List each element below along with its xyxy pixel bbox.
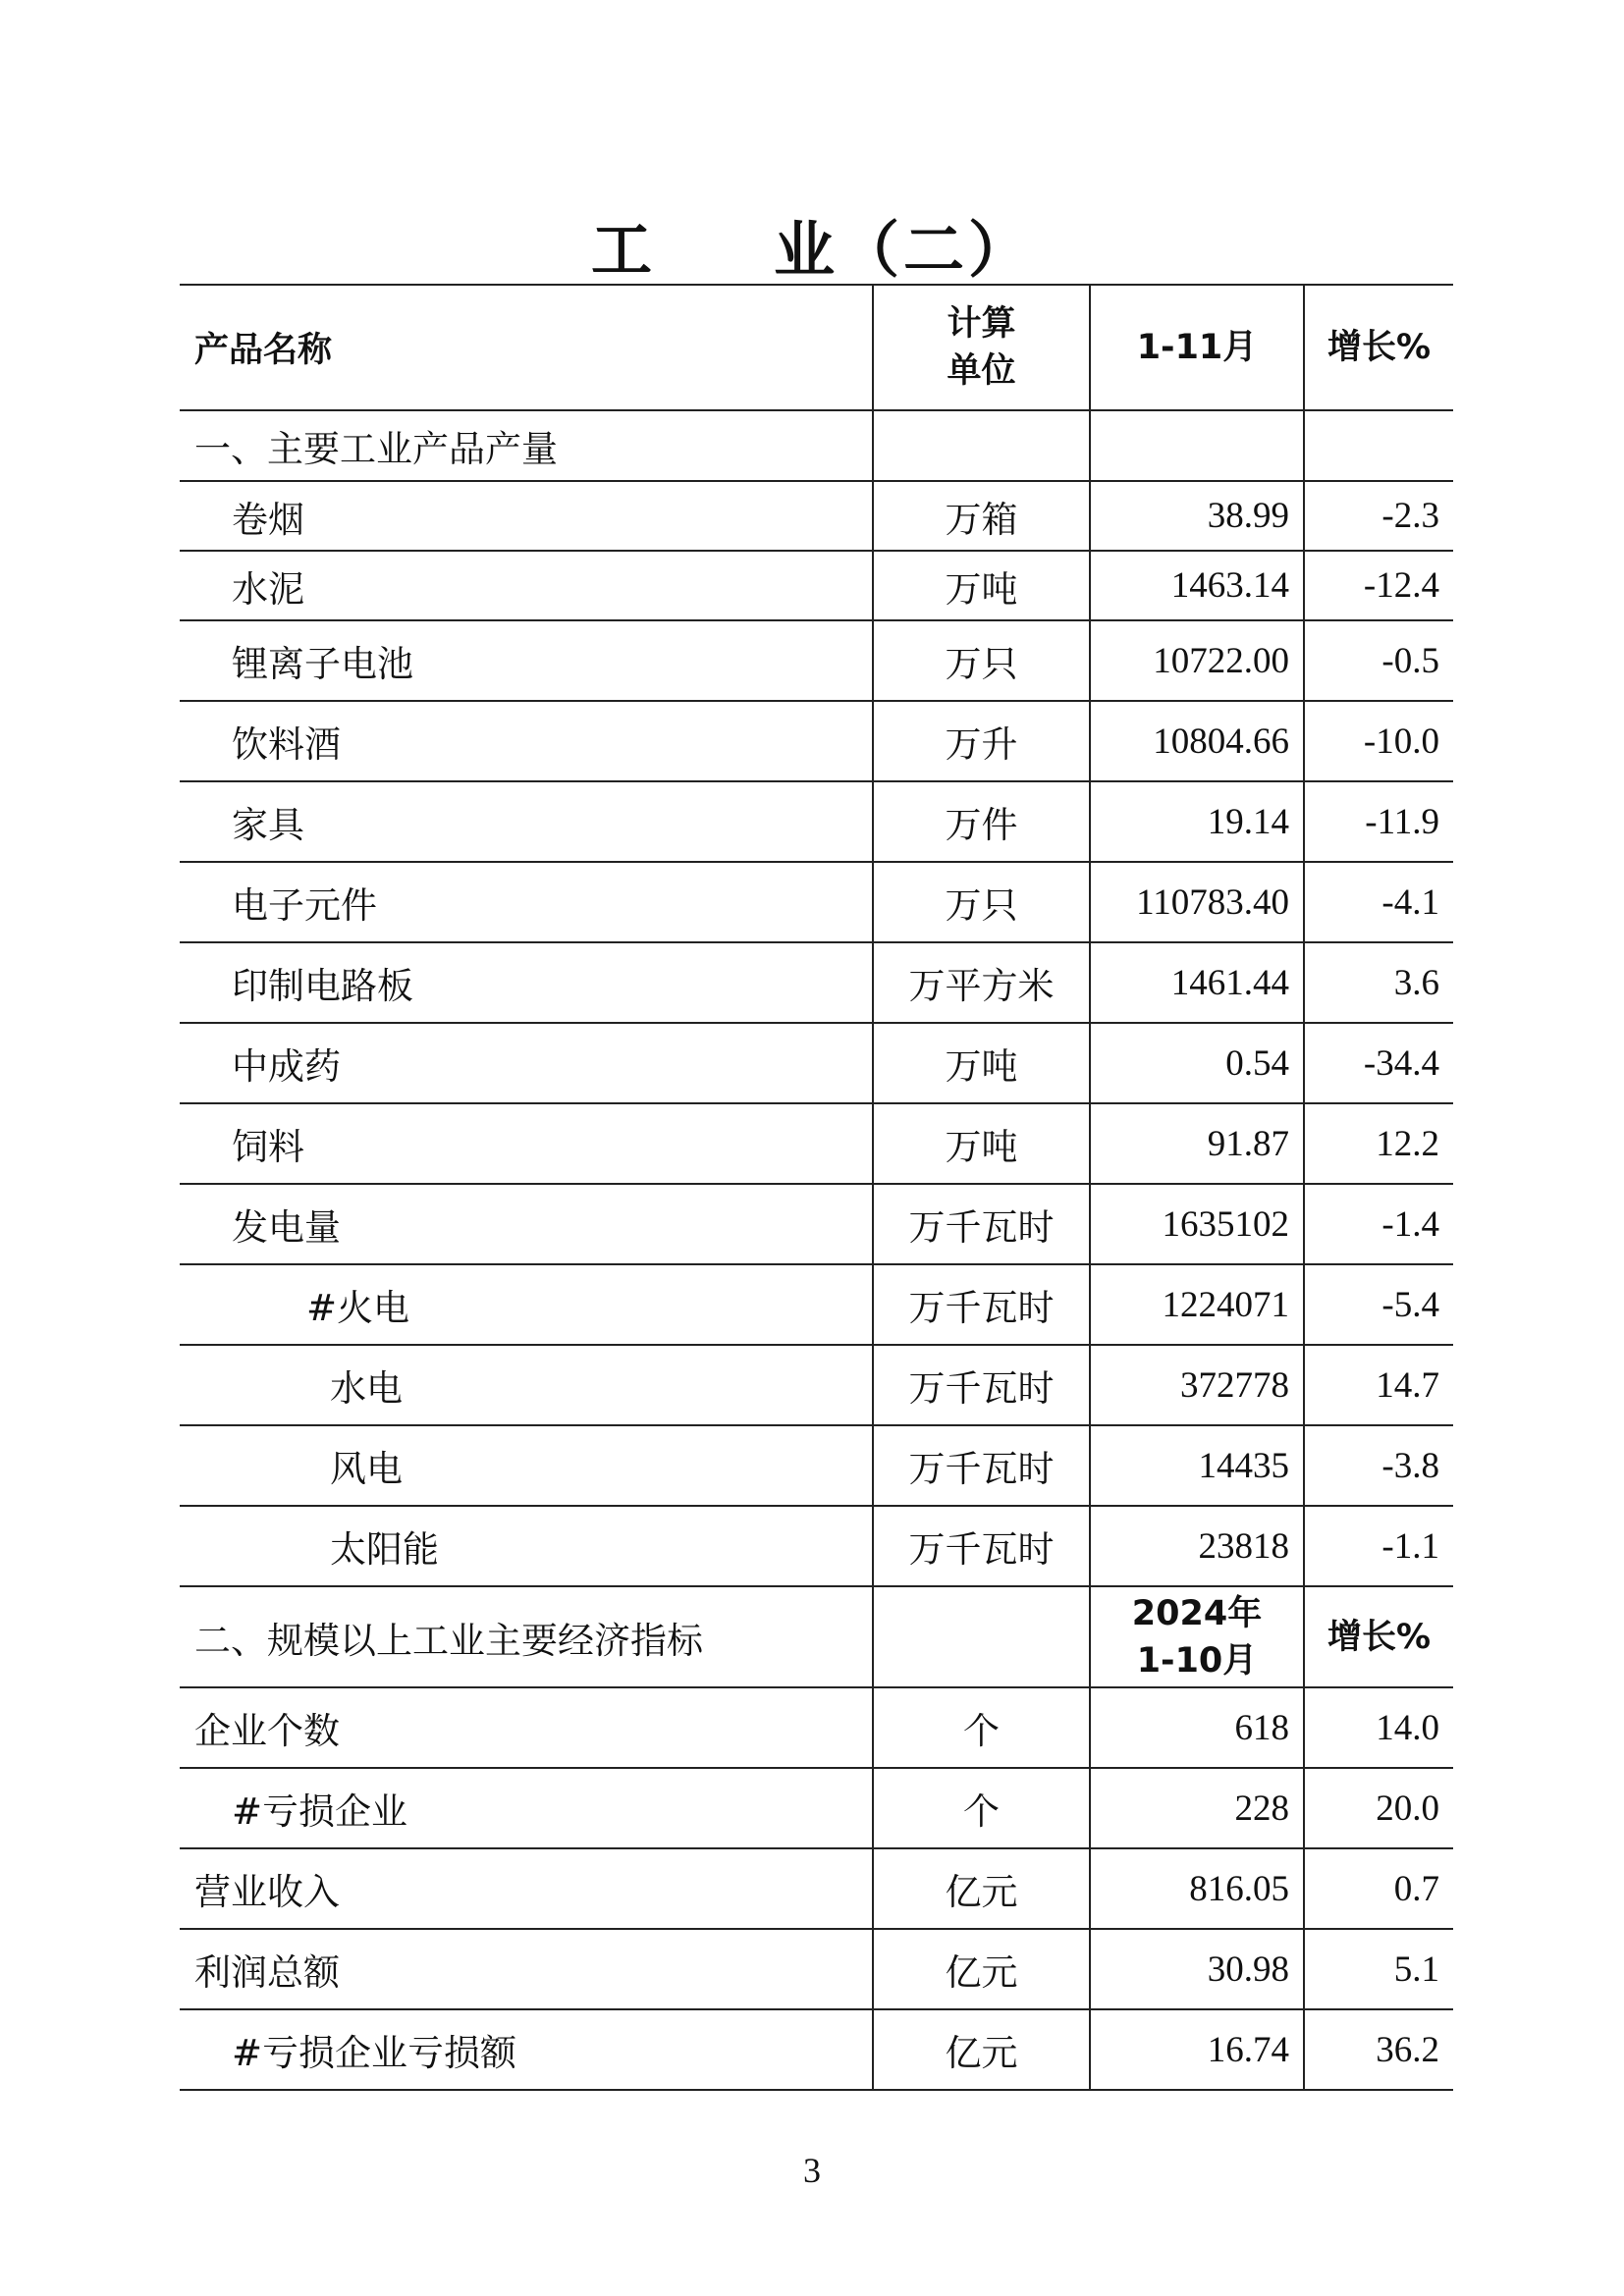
item-unit-cell (873, 1425, 1090, 1506)
empty-cell (1090, 410, 1304, 481)
item-growth: -3.8 (1381, 1445, 1439, 1486)
item-value-cell (1090, 1345, 1304, 1425)
item-name-cell (180, 1184, 873, 1264)
item-growth-cell (1304, 1103, 1453, 1184)
item-name: 水电 (330, 1367, 403, 1410)
item-growth-cell (1304, 701, 1453, 781)
item-growth: 20.0 (1376, 1788, 1439, 1829)
item-value-cell (1090, 481, 1304, 551)
item-growth: 14.0 (1376, 1707, 1439, 1748)
header-unit (873, 285, 1090, 410)
item-growth: -0.5 (1381, 640, 1439, 681)
item-growth-cell (1304, 1345, 1453, 1425)
item-name: 家具 (232, 804, 304, 846)
section2-row (180, 1586, 1453, 1687)
item-value-cell (1090, 701, 1304, 781)
table-row (180, 1848, 1453, 1929)
item-growth: -1.1 (1381, 1525, 1439, 1567)
item-growth: -5.4 (1381, 1284, 1439, 1325)
item-value: 372778 (1180, 1364, 1289, 1406)
item-growth-cell (1304, 1687, 1453, 1768)
item-value-cell (1090, 1425, 1304, 1506)
item-value-cell (1090, 2009, 1304, 2090)
section2-label: 二、规模以上工业主要经济指标 (180, 1586, 873, 1687)
item-growth-cell (1304, 1929, 1453, 2009)
item-name: 太阳能 (330, 1528, 439, 1571)
item-name: #火电 (306, 1287, 410, 1329)
header-period: 1-11月 (1090, 285, 1304, 410)
item-unit-cell (873, 701, 1090, 781)
item-name: 营业收入 (194, 1871, 340, 1913)
item-unit: 亿元 (945, 1871, 1018, 1913)
item-value-cell (1090, 1929, 1304, 2009)
item-unit-cell (873, 1264, 1090, 1345)
item-growth: -10.0 (1363, 721, 1439, 762)
item-unit: 万平方米 (908, 965, 1055, 1007)
item-growth-cell (1304, 1425, 1453, 1506)
item-value: 0.54 (1225, 1042, 1289, 1084)
item-unit: 个 (963, 1790, 1000, 1833)
item-value-cell (1090, 1184, 1304, 1264)
item-name-cell (180, 781, 873, 862)
item-growth: 14.7 (1376, 1364, 1439, 1406)
item-value: 1224071 (1162, 1284, 1289, 1325)
item-name: 饮料酒 (232, 723, 341, 766)
item-name: #亏损企业 (232, 1790, 408, 1833)
header-growth: 增长% (1304, 285, 1453, 410)
item-growth-cell (1304, 781, 1453, 862)
item-value: 816.05 (1189, 1868, 1289, 1909)
item-unit-cell (873, 1768, 1090, 1848)
table-row (180, 1506, 1453, 1586)
item-name-cell (180, 551, 873, 620)
item-name-cell (180, 1425, 873, 1506)
table-row (180, 1345, 1453, 1425)
item-growth-cell (1304, 620, 1453, 701)
section2-period-line1: 2024年 (1131, 1593, 1263, 1633)
item-unit-cell (873, 1687, 1090, 1768)
item-growth-cell (1304, 481, 1453, 551)
item-unit: 万吨 (945, 567, 1018, 611)
item-value: 16.74 (1207, 2029, 1289, 2070)
item-value: 38.99 (1207, 496, 1289, 536)
item-name-cell (180, 1023, 873, 1103)
item-unit-cell (873, 942, 1090, 1023)
section2-growth: 增长% (1304, 1586, 1453, 1687)
item-value-cell (1090, 1848, 1304, 1929)
item-value: 14435 (1198, 1445, 1289, 1486)
empty-cell (1304, 410, 1453, 481)
item-unit-cell (873, 1023, 1090, 1103)
section1-row (180, 410, 1453, 481)
item-unit-cell (873, 781, 1090, 862)
item-value-cell (1090, 1023, 1304, 1103)
item-name-cell (180, 1264, 873, 1345)
item-unit-cell (873, 481, 1090, 551)
item-value: 228 (1234, 1788, 1289, 1829)
item-growth-cell (1304, 2009, 1453, 2090)
item-name-cell (180, 862, 873, 942)
item-value-cell (1090, 620, 1304, 701)
item-unit-cell (873, 862, 1090, 942)
table-row (180, 1929, 1453, 2009)
item-growth-cell (1304, 942, 1453, 1023)
item-growth: -12.4 (1363, 565, 1439, 606)
item-name: 发电量 (232, 1206, 341, 1249)
item-growth: 36.2 (1376, 2029, 1439, 2070)
table-row (180, 1687, 1453, 1768)
item-unit: 个 (963, 1710, 1000, 1752)
item-name-cell (180, 1103, 873, 1184)
item-unit: 万千瓦时 (908, 1287, 1055, 1329)
item-name-cell (180, 701, 873, 781)
table-row (180, 1023, 1453, 1103)
item-value: 91.87 (1207, 1123, 1289, 1164)
table-row (180, 620, 1453, 701)
table-row (180, 2009, 1453, 2090)
header-unit-line1: 计算 (947, 304, 1016, 344)
item-value: 19.14 (1207, 801, 1289, 842)
item-growth: -34.4 (1363, 1042, 1439, 1084)
item-growth-cell (1304, 1023, 1453, 1103)
item-unit-cell (873, 2009, 1090, 2090)
item-value: 30.98 (1207, 1949, 1289, 1990)
item-value-cell (1090, 1264, 1304, 1345)
empty-cell (873, 1586, 1090, 1687)
item-growth: -2.3 (1381, 496, 1439, 536)
item-name-cell (180, 481, 873, 551)
section2-period-line2: 1-10月 (1136, 1640, 1258, 1681)
item-unit: 万吨 (945, 1045, 1018, 1088)
table-header-row (180, 285, 1453, 410)
table-row (180, 942, 1453, 1023)
item-growth-cell (1304, 1506, 1453, 1586)
item-name-cell (180, 2009, 873, 2090)
item-name-cell (180, 620, 873, 701)
item-growth: 0.7 (1393, 1868, 1439, 1909)
item-unit-cell (873, 551, 1090, 620)
item-name: #亏损企业亏损额 (232, 2032, 517, 2074)
item-name: 锂离子电池 (232, 643, 413, 685)
item-value: 1461.44 (1170, 962, 1289, 1003)
item-growth-cell (1304, 1184, 1453, 1264)
item-name: 水泥 (232, 567, 304, 611)
item-name-cell (180, 942, 873, 1023)
item-unit-cell (873, 1929, 1090, 2009)
item-unit-cell (873, 1184, 1090, 1264)
item-name: 企业个数 (194, 1710, 340, 1752)
item-growth: 12.2 (1376, 1123, 1439, 1164)
table-row (180, 481, 1453, 551)
item-value: 1635102 (1162, 1203, 1289, 1245)
table-row (180, 1103, 1453, 1184)
item-name-cell (180, 1506, 873, 1586)
item-unit: 万千瓦时 (908, 1528, 1055, 1571)
item-name-cell (180, 1687, 873, 1768)
table-row (180, 1425, 1453, 1506)
item-name-cell (180, 1345, 873, 1425)
page-number: 3 (803, 2151, 821, 2190)
item-unit: 万千瓦时 (908, 1206, 1055, 1249)
item-growth-cell (1304, 862, 1453, 942)
item-name: 风电 (330, 1448, 403, 1490)
item-unit: 万件 (945, 804, 1018, 846)
item-growth-cell (1304, 1264, 1453, 1345)
table-row (180, 781, 1453, 862)
item-value-cell (1090, 862, 1304, 942)
item-unit: 亿元 (945, 1951, 1018, 1994)
item-growth: 3.6 (1393, 962, 1439, 1003)
section2-period (1090, 1586, 1304, 1687)
table-row (180, 862, 1453, 942)
item-growth: 5.1 (1393, 1949, 1439, 1990)
item-growth-cell (1304, 1848, 1453, 1929)
table-row (180, 701, 1453, 781)
item-unit: 万箱 (945, 498, 1018, 541)
item-name: 饲料 (232, 1126, 304, 1168)
item-growth: -1.4 (1381, 1203, 1439, 1245)
item-unit: 万升 (945, 723, 1018, 766)
item-value-cell (1090, 1103, 1304, 1184)
item-unit: 万千瓦时 (908, 1448, 1055, 1490)
table-row (180, 1184, 1453, 1264)
item-unit-cell (873, 1506, 1090, 1586)
item-value-cell (1090, 1506, 1304, 1586)
item-name: 中成药 (232, 1045, 341, 1088)
item-unit: 亿元 (945, 2032, 1018, 2074)
table-row (180, 551, 1453, 620)
item-unit: 万只 (945, 643, 1018, 685)
industry-table (180, 284, 1453, 2091)
table-row (180, 1264, 1453, 1345)
item-value: 110783.40 (1136, 881, 1289, 923)
item-value: 10722.00 (1153, 640, 1289, 681)
item-name: 卷烟 (232, 498, 304, 541)
title-part1: 工 (590, 214, 656, 286)
item-growth: -11.9 (1365, 801, 1439, 842)
item-name: 利润总额 (194, 1951, 340, 1994)
item-unit-cell (873, 620, 1090, 701)
item-growth-cell (1304, 1768, 1453, 1848)
table-row (180, 1768, 1453, 1848)
item-unit: 万吨 (945, 1126, 1018, 1168)
item-value-cell (1090, 942, 1304, 1023)
item-value: 10804.66 (1153, 721, 1289, 762)
section1-label: 一、主要工业产品产量 (180, 410, 873, 481)
item-name: 印制电路板 (232, 965, 413, 1007)
item-unit-cell (873, 1848, 1090, 1929)
item-unit: 万千瓦时 (908, 1367, 1055, 1410)
item-name: 电子元件 (232, 884, 377, 927)
item-unit-cell (873, 1103, 1090, 1184)
item-growth-cell (1304, 551, 1453, 620)
item-value-cell (1090, 551, 1304, 620)
item-value: 618 (1234, 1707, 1289, 1748)
item-growth: -4.1 (1381, 881, 1439, 923)
page-title (0, 201, 1624, 289)
item-name-cell (180, 1929, 873, 2009)
item-name-cell (180, 1848, 873, 1929)
item-unit: 万只 (945, 884, 1018, 927)
item-value: 23818 (1198, 1525, 1289, 1567)
item-value-cell (1090, 1768, 1304, 1848)
item-name-cell (180, 1768, 873, 1848)
header-product-name: 产品名称 (180, 285, 873, 410)
item-value-cell (1090, 1687, 1304, 1768)
title-part2: 业（二） (774, 214, 1034, 286)
item-value-cell (1090, 781, 1304, 862)
empty-cell (873, 410, 1090, 481)
header-unit-line2: 单位 (947, 351, 1016, 391)
item-unit-cell (873, 1345, 1090, 1425)
item-value: 1463.14 (1170, 565, 1289, 606)
